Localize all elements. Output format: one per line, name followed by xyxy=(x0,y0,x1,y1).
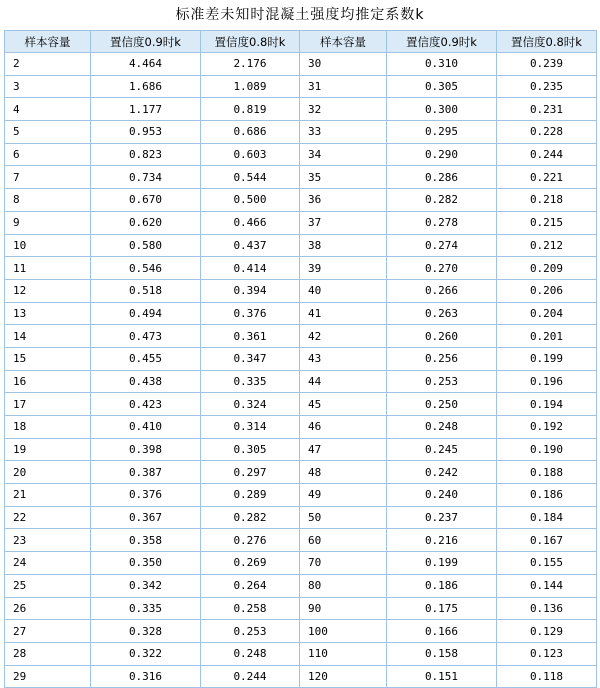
cell-sample-size-left: 15 xyxy=(5,347,91,370)
cell-k-08-right: 0.239 xyxy=(497,53,597,76)
cell-sample-size-left: 2 xyxy=(5,53,91,76)
cell-k-08-right: 0.231 xyxy=(497,98,597,121)
table-row xyxy=(5,189,597,212)
cell-sample-size-right: 38 xyxy=(300,234,387,257)
cell-sample-size-right: 80 xyxy=(300,574,387,597)
cell-sample-size-right: 49 xyxy=(300,484,387,507)
cell-k-08-left: 0.314 xyxy=(201,416,300,439)
cell-k-09-right: 0.245 xyxy=(387,438,497,461)
cell-k-09-right: 0.158 xyxy=(387,642,497,665)
cell-k-09-left: 0.823 xyxy=(91,143,201,166)
cell-sample-size-right: 46 xyxy=(300,416,387,439)
cell-k-09-right: 0.240 xyxy=(387,484,497,507)
cell-k-08-left: 1.089 xyxy=(201,75,300,98)
table-row xyxy=(5,75,597,98)
cell-k-09-right: 0.216 xyxy=(387,529,497,552)
cell-sample-size-right: 31 xyxy=(300,75,387,98)
cell-sample-size-right: 35 xyxy=(300,166,387,189)
cell-k-08-left: 0.244 xyxy=(201,665,300,688)
cell-k-08-left: 0.276 xyxy=(201,529,300,552)
cell-k-09-left: 0.518 xyxy=(91,279,201,302)
cell-k-09-right: 0.186 xyxy=(387,574,497,597)
cell-sample-size-left: 6 xyxy=(5,143,91,166)
cell-k-08-right: 0.212 xyxy=(497,234,597,257)
cell-k-09-left: 0.342 xyxy=(91,574,201,597)
cell-k-08-left: 0.297 xyxy=(201,461,300,484)
cell-k-08-left: 0.305 xyxy=(201,438,300,461)
cell-sample-size-left: 14 xyxy=(5,325,91,348)
table-row xyxy=(5,529,597,552)
cell-k-08-right: 0.192 xyxy=(497,416,597,439)
cell-sample-size-right: 60 xyxy=(300,529,387,552)
cell-k-09-right: 0.151 xyxy=(387,665,497,688)
cell-k-08-right: 0.167 xyxy=(497,529,597,552)
cell-k-08-right: 0.201 xyxy=(497,325,597,348)
cell-k-08-right: 0.123 xyxy=(497,642,597,665)
k-coefficient-table xyxy=(4,30,597,688)
cell-sample-size-right: 37 xyxy=(300,211,387,234)
table-row xyxy=(5,484,597,507)
cell-k-09-left: 1.686 xyxy=(91,75,201,98)
cell-sample-size-left: 24 xyxy=(5,552,91,575)
cell-k-09-right: 0.305 xyxy=(387,75,497,98)
cell-k-09-left: 0.387 xyxy=(91,461,201,484)
cell-sample-size-right: 48 xyxy=(300,461,387,484)
cell-k-08-left: 0.500 xyxy=(201,189,300,212)
table-row xyxy=(5,53,597,76)
cell-k-09-right: 0.263 xyxy=(387,302,497,325)
cell-k-09-right: 0.250 xyxy=(387,393,497,416)
cell-k-09-left: 0.423 xyxy=(91,393,201,416)
cell-k-09-right: 0.286 xyxy=(387,166,497,189)
cell-sample-size-left: 10 xyxy=(5,234,91,257)
cell-sample-size-left: 27 xyxy=(5,620,91,643)
cell-k-09-left: 0.358 xyxy=(91,529,201,552)
cell-k-08-left: 0.335 xyxy=(201,370,300,393)
table-row xyxy=(5,347,597,370)
cell-k-08-left: 0.361 xyxy=(201,325,300,348)
cell-k-08-left: 0.414 xyxy=(201,257,300,280)
cell-k-09-left: 0.670 xyxy=(91,189,201,212)
table-row xyxy=(5,211,597,234)
table-row xyxy=(5,620,597,643)
cell-k-09-left: 0.376 xyxy=(91,484,201,507)
table-row xyxy=(5,597,597,620)
cell-k-09-right: 0.290 xyxy=(387,143,497,166)
table-row xyxy=(5,325,597,348)
cell-k-08-left: 0.282 xyxy=(201,506,300,529)
cell-k-08-left: 0.264 xyxy=(201,574,300,597)
cell-k-08-right: 0.221 xyxy=(497,166,597,189)
cell-sample-size-right: 43 xyxy=(300,347,387,370)
cell-sample-size-left: 28 xyxy=(5,642,91,665)
cell-k-08-right: 0.206 xyxy=(497,279,597,302)
cell-sample-size-left: 26 xyxy=(5,597,91,620)
cell-k-09-right: 0.256 xyxy=(387,347,497,370)
cell-sample-size-left: 25 xyxy=(5,574,91,597)
table-row xyxy=(5,302,597,325)
cell-k-09-left: 0.316 xyxy=(91,665,201,688)
cell-k-09-left: 0.953 xyxy=(91,121,201,144)
cell-k-09-right: 0.175 xyxy=(387,597,497,620)
header-k-09-right: 置信度0.9时k xyxy=(387,31,497,53)
cell-k-09-left: 0.398 xyxy=(91,438,201,461)
table-row xyxy=(5,438,597,461)
cell-k-08-right: 0.196 xyxy=(497,370,597,393)
table-row xyxy=(5,506,597,529)
cell-k-09-right: 0.166 xyxy=(387,620,497,643)
cell-k-09-left: 0.455 xyxy=(91,347,201,370)
cell-k-08-left: 0.819 xyxy=(201,98,300,121)
cell-k-08-right: 0.228 xyxy=(497,121,597,144)
cell-sample-size-right: 110 xyxy=(300,642,387,665)
cell-sample-size-left: 3 xyxy=(5,75,91,98)
table-row xyxy=(5,98,597,121)
table-row xyxy=(5,665,597,688)
cell-sample-size-right: 34 xyxy=(300,143,387,166)
cell-sample-size-right: 33 xyxy=(300,121,387,144)
header-k-08-left: 置信度0.8时k xyxy=(201,31,300,53)
cell-k-08-right: 0.218 xyxy=(497,189,597,212)
cell-k-08-right: 0.199 xyxy=(497,347,597,370)
header-k-09-left: 置信度0.9时k xyxy=(91,31,201,53)
cell-sample-size-left: 23 xyxy=(5,529,91,552)
cell-k-08-right: 0.129 xyxy=(497,620,597,643)
table-row xyxy=(5,642,597,665)
cell-sample-size-right: 50 xyxy=(300,506,387,529)
cell-k-08-right: 0.204 xyxy=(497,302,597,325)
cell-k-08-right: 0.244 xyxy=(497,143,597,166)
cell-sample-size-right: 70 xyxy=(300,552,387,575)
cell-sample-size-left: 19 xyxy=(5,438,91,461)
cell-k-09-right: 0.253 xyxy=(387,370,497,393)
table-row xyxy=(5,574,597,597)
header-sample-size-left: 样本容量 xyxy=(5,31,91,53)
cell-k-09-right: 0.300 xyxy=(387,98,497,121)
cell-k-09-left: 0.494 xyxy=(91,302,201,325)
table-row xyxy=(5,279,597,302)
cell-k-08-right: 0.188 xyxy=(497,461,597,484)
cell-sample-size-right: 44 xyxy=(300,370,387,393)
cell-sample-size-right: 39 xyxy=(300,257,387,280)
table-row xyxy=(5,552,597,575)
cell-sample-size-left: 8 xyxy=(5,189,91,212)
cell-k-09-left: 0.734 xyxy=(91,166,201,189)
cell-k-09-right: 0.282 xyxy=(387,189,497,212)
cell-k-09-right: 0.242 xyxy=(387,461,497,484)
cell-k-08-right: 0.190 xyxy=(497,438,597,461)
table-body xyxy=(5,53,597,688)
cell-sample-size-left: 17 xyxy=(5,393,91,416)
header-k-08-right: 置信度0.8时k xyxy=(497,31,597,53)
table-row xyxy=(5,393,597,416)
cell-sample-size-right: 45 xyxy=(300,393,387,416)
table-row xyxy=(5,257,597,280)
cell-k-09-left: 1.177 xyxy=(91,98,201,121)
table-row xyxy=(5,370,597,393)
header-sample-size-right: 样本容量 xyxy=(300,31,387,53)
cell-k-08-left: 0.437 xyxy=(201,234,300,257)
cell-k-08-left: 0.376 xyxy=(201,302,300,325)
cell-k-09-left: 0.367 xyxy=(91,506,201,529)
cell-k-09-left: 0.438 xyxy=(91,370,201,393)
cell-k-08-left: 0.248 xyxy=(201,642,300,665)
cell-sample-size-right: 100 xyxy=(300,620,387,643)
table-row xyxy=(5,121,597,144)
cell-k-09-left: 0.546 xyxy=(91,257,201,280)
table-title: 标准差未知时混凝土强度均推定系数k xyxy=(175,7,425,23)
cell-k-08-right: 0.186 xyxy=(497,484,597,507)
cell-k-08-right: 0.184 xyxy=(497,506,597,529)
cell-k-09-left: 0.410 xyxy=(91,416,201,439)
cell-k-08-left: 0.324 xyxy=(201,393,300,416)
cell-sample-size-right: 42 xyxy=(300,325,387,348)
cell-k-08-left: 0.603 xyxy=(201,143,300,166)
cell-k-09-right: 0.278 xyxy=(387,211,497,234)
cell-k-09-left: 0.335 xyxy=(91,597,201,620)
cell-k-08-left: 0.269 xyxy=(201,552,300,575)
cell-k-08-right: 0.144 xyxy=(497,574,597,597)
cell-k-09-right: 0.199 xyxy=(387,552,497,575)
cell-k-08-left: 0.686 xyxy=(201,121,300,144)
cell-k-08-right: 0.235 xyxy=(497,75,597,98)
table-row xyxy=(5,143,597,166)
cell-k-09-right: 0.270 xyxy=(387,257,497,280)
cell-sample-size-left: 22 xyxy=(5,506,91,529)
cell-sample-size-left: 11 xyxy=(5,257,91,280)
cell-sample-size-right: 47 xyxy=(300,438,387,461)
cell-k-08-right: 0.194 xyxy=(497,393,597,416)
cell-sample-size-right: 30 xyxy=(300,53,387,76)
cell-sample-size-left: 21 xyxy=(5,484,91,507)
cell-k-08-right: 0.118 xyxy=(497,665,597,688)
cell-k-09-right: 0.274 xyxy=(387,234,497,257)
cell-sample-size-right: 40 xyxy=(300,279,387,302)
cell-k-08-right: 0.215 xyxy=(497,211,597,234)
cell-k-08-left: 0.544 xyxy=(201,166,300,189)
cell-k-09-right: 0.310 xyxy=(387,53,497,76)
cell-sample-size-right: 120 xyxy=(300,665,387,688)
cell-sample-size-left: 29 xyxy=(5,665,91,688)
cell-sample-size-left: 18 xyxy=(5,416,91,439)
cell-k-09-left: 0.322 xyxy=(91,642,201,665)
cell-k-09-right: 0.295 xyxy=(387,121,497,144)
cell-k-08-right: 0.209 xyxy=(497,257,597,280)
cell-k-09-left: 0.580 xyxy=(91,234,201,257)
cell-sample-size-left: 9 xyxy=(5,211,91,234)
cell-sample-size-right: 90 xyxy=(300,597,387,620)
cell-k-09-right: 0.260 xyxy=(387,325,497,348)
cell-k-09-left: 0.328 xyxy=(91,620,201,643)
cell-k-08-right: 0.155 xyxy=(497,552,597,575)
cell-k-08-left: 0.394 xyxy=(201,279,300,302)
cell-k-09-left: 0.473 xyxy=(91,325,201,348)
table-row xyxy=(5,166,597,189)
cell-sample-size-right: 32 xyxy=(300,98,387,121)
cell-k-08-left: 0.258 xyxy=(201,597,300,620)
cell-sample-size-left: 5 xyxy=(5,121,91,144)
cell-k-09-left: 4.464 xyxy=(91,53,201,76)
cell-sample-size-left: 20 xyxy=(5,461,91,484)
cell-k-08-left: 0.347 xyxy=(201,347,300,370)
cell-k-08-left: 0.253 xyxy=(201,620,300,643)
cell-k-08-left: 0.466 xyxy=(201,211,300,234)
cell-k-09-right: 0.248 xyxy=(387,416,497,439)
cell-k-09-left: 0.350 xyxy=(91,552,201,575)
cell-sample-size-right: 36 xyxy=(300,189,387,212)
cell-sample-size-left: 16 xyxy=(5,370,91,393)
cell-k-08-left: 2.176 xyxy=(201,53,300,76)
table-row xyxy=(5,416,597,439)
cell-sample-size-left: 13 xyxy=(5,302,91,325)
header-row xyxy=(5,31,597,53)
cell-sample-size-right: 41 xyxy=(300,302,387,325)
cell-k-09-right: 0.266 xyxy=(387,279,497,302)
table-row xyxy=(5,461,597,484)
table-row xyxy=(5,234,597,257)
cell-k-08-right: 0.136 xyxy=(497,597,597,620)
cell-k-09-right: 0.237 xyxy=(387,506,497,529)
cell-sample-size-left: 4 xyxy=(5,98,91,121)
cell-sample-size-left: 7 xyxy=(5,166,91,189)
cell-k-09-left: 0.620 xyxy=(91,211,201,234)
cell-k-08-left: 0.289 xyxy=(201,484,300,507)
cell-sample-size-left: 12 xyxy=(5,279,91,302)
